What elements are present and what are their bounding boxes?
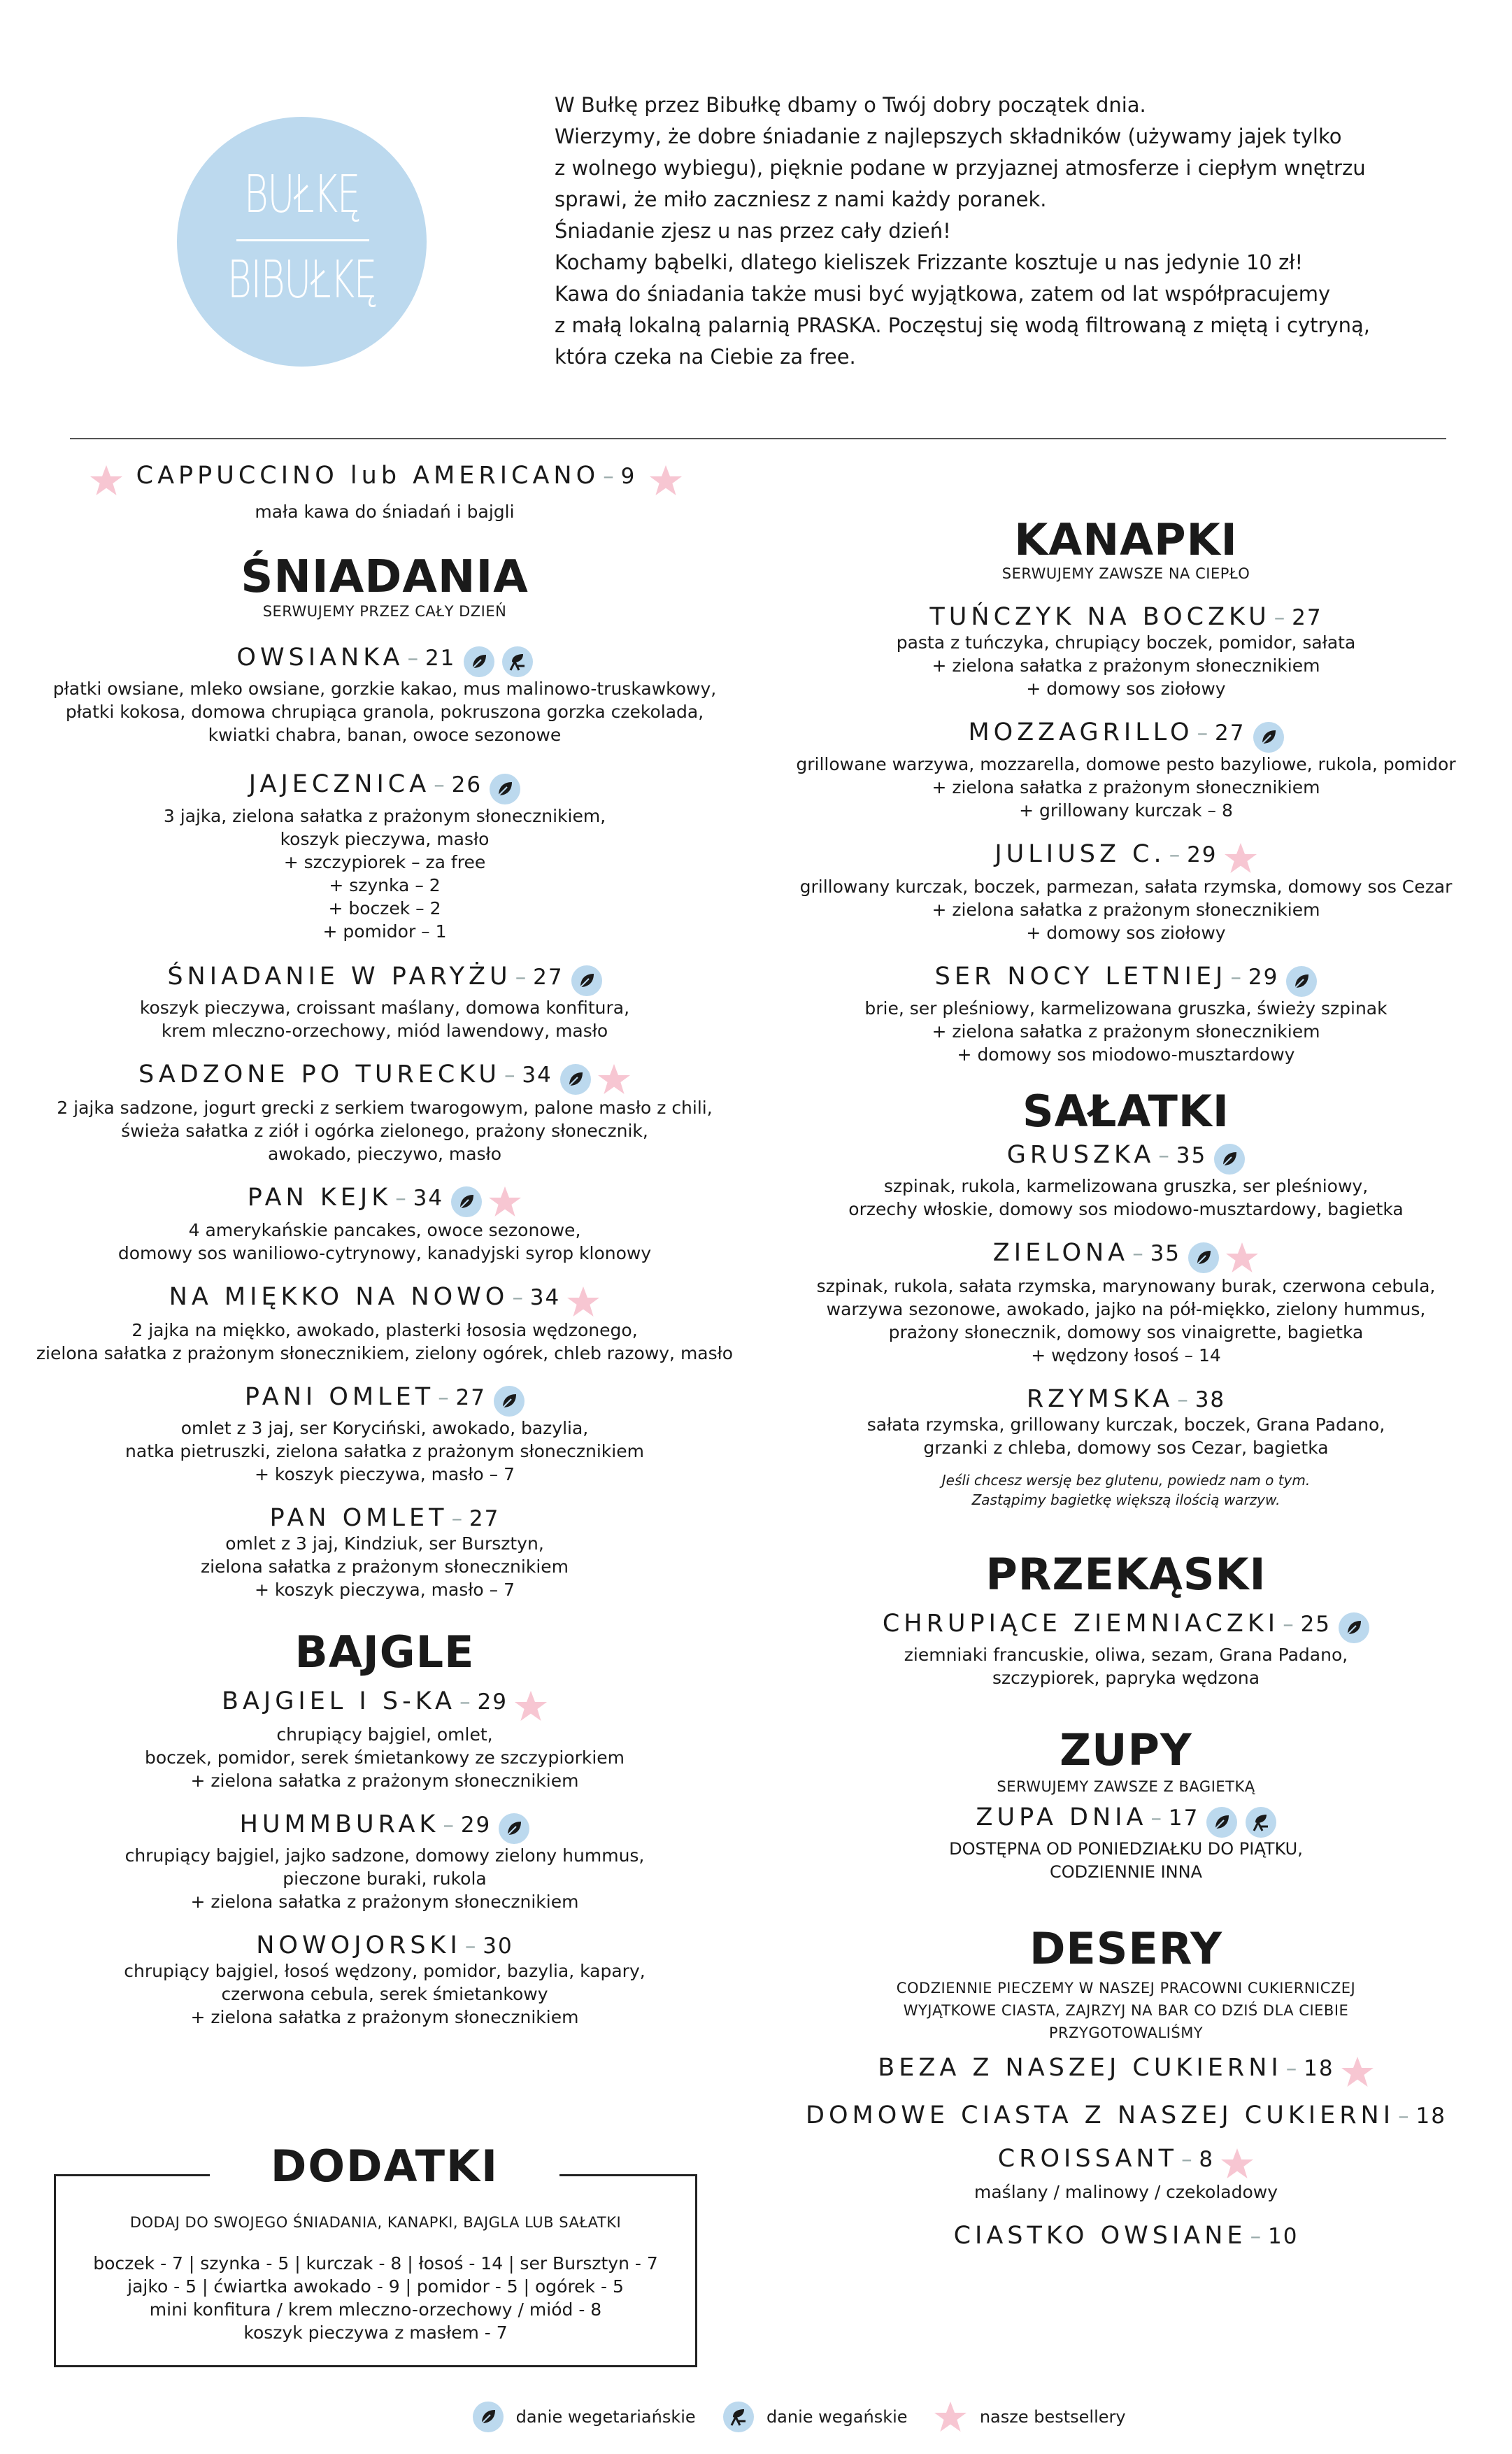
menu-item-tunczyk: TUŃCZYK NA BOCZKU – 27 (929, 603, 1322, 631)
menu-item-beza: BEZA Z NASZEJ CUKIERNI – 18 (755, 2054, 1497, 2090)
item-price: 34 (522, 1063, 552, 1088)
leaf-icon (1206, 1807, 1237, 1838)
item-desc-line: pasta z tuńczyka, chrupiący boczek, pomidor, sałata (896, 632, 1356, 653)
logo (177, 117, 427, 367)
item-desc-line: brie, ser pleśniowy, karmelizowana gruszka, świeży szpinak (864, 998, 1388, 1019)
menu-item-rzymska: RZYMSKA – 38 (1026, 1384, 1226, 1413)
item-desc-line: + zielona sałatka z prażonym słonecznikiem (190, 2007, 579, 2027)
item-price: 29 (460, 1812, 492, 1838)
item-name: NA MIĘKKO NA NOWO (169, 1283, 509, 1311)
star-icon (488, 1185, 522, 1219)
item-price: 18 (1415, 2104, 1446, 2129)
legend (469, 2400, 1126, 2434)
intro-line: z wolnego wybiegu), pięknie podane w przyjaznej atmosferze i ciepłym wnętrzu (555, 156, 1366, 180)
menu-item-pani-omlet: PANI OMLET – 27 (35, 1383, 734, 1417)
left-column (35, 462, 734, 2029)
section-title-sniadania: ŚNIADANIA (241, 551, 529, 603)
item-desc-line: sałata rzymska, grillowany kurczak, boczek, Grana Padano, (866, 1414, 1385, 1435)
item-name: CIASTKO OWSIANE (953, 2221, 1247, 2250)
leaf-icon (464, 646, 494, 677)
section-title-bajgle: BAJGLE (294, 1626, 475, 1678)
vegan-leaf-icon (723, 2402, 754, 2432)
coffee-name: CAPPUCCINO lub AMERICANO (136, 462, 600, 490)
intro-line: Śniadanie zjesz u nas przez cały dzień! (555, 219, 951, 243)
item-desc-line: kwiatki chabra, banan, owoce sezonowe (208, 725, 562, 745)
item-price: 25 (1300, 1611, 1332, 1637)
item-desc-line: domowy sos waniliowo-cytrynowy, kanadyjski syrop klonowy (117, 1243, 652, 1263)
dodatki-line: jajko - 5 | ćwiartka awokado - 9 | pomidor - 5 | ogórek - 5 (127, 2276, 624, 2297)
item-desc-line: koszyk pieczywa, masło (280, 828, 490, 849)
item-name: SER NOCY LETNIEJ (934, 963, 1227, 991)
item-name: DOMOWE CIASTA Z NASZEJ CUKIERNI (806, 2101, 1395, 2129)
item-price: 27 (1215, 721, 1246, 746)
section-title-dodatki: DODATKI (210, 2141, 559, 2192)
item-price: 27 (455, 1384, 486, 1410)
item-name: TUŃCZYK NA BOCZKU (929, 603, 1271, 631)
menu-item-na-miekko-na-nowo: NA MIĘKKO NA NOWO – 34 (35, 1283, 734, 1319)
item-name: PAN OMLET (269, 1504, 448, 1532)
desery-subtitle-line: PRZYGOTOWALIŚMY (1048, 2024, 1204, 2041)
item-desc-line: 2 jajka sadzone, jogurt grecki z serkiem twarogowym, palone masło z chili, (57, 1097, 713, 1118)
item-desc-line: natka pietruszki, zielona sałatka z prażonym słonecznikiem (125, 1441, 644, 1461)
item-desc-line: DOSTĘPNA OD PONIEDZIAŁKU DO PIĄTKU, (949, 1838, 1303, 1859)
item-desc-line: + szynka – 2 (329, 874, 441, 895)
item-name: PAN KEJK (247, 1183, 392, 1212)
item-desc-line: boczek, pomidor, serek śmietankowy ze szczypiorkiem (144, 1747, 625, 1768)
menu-item-bajgiel: BAJGIEL I S-KA – 29 (35, 1687, 734, 1723)
item-desc-line: omlet z 3 jaj, Kindziuk, ser Bursztyn, (225, 1533, 544, 1554)
item-name: NOWOJORSKI (256, 1931, 462, 1959)
item-desc-line: orzechy włoskie, domowy sos miodowo-musztardowy, bagietka (848, 1199, 1404, 1219)
dodatki-line: mini konfitura / krem mleczno-orzechowy / miód - 8 (149, 2299, 602, 2320)
menu-item-owsianka: OWSIANKA – 21 (35, 644, 734, 678)
item-desc-line: świeża sałatka z ziół i ogórka zielonego, prażony słonecznik, (121, 1120, 648, 1141)
menu-item-sadzone-po-turecku: SADZONE PO TURECKU – 34 (35, 1061, 734, 1096)
star-icon (649, 464, 683, 497)
item-price: 34 (529, 1285, 561, 1310)
section-title-kanapki: KANAPKI (1014, 514, 1238, 565)
dodatki-line: koszyk pieczywa z masłem - 7 (243, 2322, 508, 2343)
item-desc-line: prażony słonecznik, domowy sos vinaigrette, bagietka (888, 1321, 1364, 1342)
item-name: SADZONE PO TURECKU (138, 1061, 501, 1088)
section-title-zupy: ZUPY (1060, 1724, 1192, 1775)
item-desc-line: szczypiorek, papryka wędzona (992, 1668, 1260, 1688)
intro-line: z małą lokalną palarnią PRASKA. Poczęstuj się wodą filtrowaną z miętą i cytryną, (555, 313, 1370, 337)
item-price: 10 (1267, 2223, 1299, 2249)
legend-vegetarian: danie wegetariańskie (515, 2407, 696, 2427)
item-desc-line: 2 jajka na miękko, awokado, plasterki łososia wędzonego, (131, 1319, 638, 1340)
dodatki-line: boczek - 7 | szynka - 5 | kurczak - 8 | łosoś - 14 | ser Bursztyn - 7 (93, 2253, 658, 2274)
item-price: 21 (425, 645, 456, 671)
section-title-przekaski: PRZEKĄSKI (985, 1548, 1267, 1600)
star-icon (566, 1285, 600, 1319)
intro-line: Wierzymy, że dobre śniadanie z najlepszych składników (używamy jajek tylko (555, 125, 1342, 148)
item-desc-line: + zielona sałatka z prażonym słonecznikiem (932, 900, 1320, 920)
vegan-leaf-icon (502, 646, 533, 677)
star-icon (514, 1689, 548, 1723)
menu-item-ser-nocy-letniej: SER NOCY LETNIEJ – 29 (755, 963, 1497, 997)
item-price: 27 (533, 964, 564, 990)
leaf-icon (494, 1386, 525, 1417)
menu-item-ziemniaczki: CHRUPIĄCE ZIEMNIACZKI – 25 (755, 1610, 1497, 1644)
divider (70, 438, 1446, 439)
logo-line1: BUŁKĘ (243, 164, 360, 225)
croissant-desc: maślany / malinowy / czekoladowy (974, 2181, 1278, 2202)
item-desc-line: chrupiący bajgiel, omlet, (276, 1724, 493, 1745)
leaf-icon (473, 2402, 504, 2432)
dodatki-subtitle: DODAJ DO SWOJEGO ŚNIADANIA, KANAPKI, BAJGLA LUB SAŁATKI (129, 2214, 622, 2231)
intro-line: W Bułkę przez Bibułkę dbamy o Twój dobry początek dnia. (555, 93, 1146, 117)
menu-item-pan-kejk: PAN KEJK – 34 (35, 1184, 734, 1219)
item-price: 30 (483, 1934, 513, 1959)
item-price: 35 (1176, 1142, 1207, 1168)
item-desc-line: płatki kokosa, domowa chrupiąca granola, pokruszona gorzka czekolada, (65, 702, 704, 722)
logo-divider (236, 239, 369, 241)
item-desc-line: szpinak, rukola, karmelizowana gruszka, ser pleśniowy, (883, 1176, 1369, 1196)
item-desc-line: ziemniaki francuskie, oliwa, sezam, Grana Padano, (904, 1645, 1348, 1665)
item-desc-line: chrupiący bajgiel, łosoś wędzony, pomidor, bazylia, kapary, (124, 1961, 646, 1981)
item-name: JULIUSZ C. (994, 839, 1166, 868)
item-name: ZIELONA (992, 1239, 1129, 1267)
star-icon (1224, 842, 1257, 875)
item-price: 29 (1248, 965, 1279, 990)
leaf-icon (1214, 1144, 1245, 1175)
menu-item-jajecznica: JAJECZNICA – 26 (35, 770, 734, 804)
item-desc-line: pieczone buraki, rukola (283, 1868, 487, 1889)
item-price: 34 (413, 1185, 444, 1211)
item-desc-line: awokado, pieczywo, masło (267, 1143, 502, 1164)
menu-item-croissant: CROISSANT – 8 (755, 2145, 1497, 2180)
coffee-row: CAPPUCCINO lub AMERICANO – 9 (35, 462, 734, 497)
menu-item-pan-omlet: PAN OMLET – 27 (269, 1504, 500, 1532)
intro-line: sprawi, że miło zaczniesz z nami każdy poranek. (555, 187, 1047, 211)
gluten-note: Zastąpimy bagietkę większą ilością warzyw. (971, 1491, 1281, 1508)
item-name: CROISSANT (997, 2145, 1178, 2173)
item-name: PANI OMLET (244, 1382, 435, 1411)
leaf-icon (1339, 1612, 1369, 1643)
item-price: 27 (1292, 605, 1322, 630)
item-price: 27 (469, 1506, 500, 1531)
leaf-icon (490, 774, 520, 804)
star-icon (597, 1063, 631, 1096)
leaf-icon (1253, 722, 1284, 753)
menu-item-mozzagrillo: MOZZAGRILLO – 27 (755, 718, 1497, 753)
item-desc-line: + pomidor – 1 (322, 921, 447, 942)
item-price: 35 (1150, 1241, 1181, 1266)
star-icon (1225, 1241, 1259, 1275)
star-icon (934, 2400, 967, 2434)
section-subtitle-sniadania: SERWUJEMY PRZEZ CAŁY DZIEŃ (262, 602, 507, 620)
item-name: GRUSZKA (1006, 1140, 1155, 1169)
leaf-icon (499, 1813, 529, 1844)
leaf-icon (560, 1064, 591, 1095)
item-desc-line: + zielona sałatka z prażonym słonecznikiem (190, 1892, 579, 1912)
item-desc-line: omlet z 3 jaj, ser Koryciński, awokado, bazylia, (180, 1418, 589, 1438)
gluten-note: Jeśli chcesz wersję bez glutenu, powiedz nam o tym. (941, 1471, 1311, 1489)
item-desc-line: płatki owsiane, mleko owsiane, gorzkie kakao, mus malinowo-truskawkowy, (52, 679, 717, 699)
item-desc-line: zielona sałatka z prażonym słonecznikiem, zielony ogórek, chleb razowy, masło (36, 1342, 734, 1363)
item-price: 17 (1168, 1806, 1199, 1831)
item-desc-line: + grillowany kurczak – 8 (1019, 800, 1233, 821)
coffee-price: 9 (620, 464, 636, 489)
item-price: 29 (1187, 842, 1218, 867)
item-name: OWSIANKA (236, 643, 404, 672)
intro-text (555, 90, 1429, 373)
item-desc-line: + wędzony łosoś – 14 (1031, 1345, 1221, 1366)
item-desc-line: chrupiący bajgiel, jajko sadzone, domowy zielony hummus, (124, 1845, 645, 1866)
item-desc-line: 4 amerykańskie pancakes, owoce sezonowe, (188, 1220, 581, 1240)
item-name: ŚNIADANIE W PARYŻU (167, 962, 512, 991)
menu-item-nowojorski: NOWOJORSKI – 30 (256, 1931, 513, 1959)
item-desc-line: warzywa sezonowe, awokado, jajko na pół-miękko, zielony hummus, (826, 1298, 1426, 1319)
item-name: BEZA Z NASZEJ CUKIERNI (878, 2053, 1283, 2082)
item-desc-line: zielona sałatka z prażonym słonecznikiem (200, 1556, 569, 1577)
item-price: 26 (451, 772, 483, 797)
item-desc-line: koszyk pieczywa, croissant maślany, domowa konfitura, (139, 998, 630, 1018)
menu-item-juliusz: JULIUSZ C. – 29 (755, 840, 1497, 876)
item-name: MOZZAGRILLO (968, 718, 1194, 746)
item-name: HUMMBURAK (239, 1810, 440, 1838)
section-subtitle-zupy: SERWUJEMY ZAWSZE Z BAGIETKĄ (997, 1778, 1255, 1795)
legend-vegan: danie wegańskie (766, 2407, 908, 2427)
menu-item-domowe-ciasta: DOMOWE CIASTA Z NASZEJ CUKIERNI – 18 (806, 2101, 1446, 2129)
menu-item-zielona: ZIELONA – 35 (755, 1239, 1497, 1275)
leaf-icon (571, 965, 602, 996)
item-price: 18 (1304, 2055, 1334, 2081)
item-name: BAJGIEL I S-KA (221, 1687, 457, 1715)
item-desc-line: + domowy sos ziołowy (1026, 923, 1226, 943)
section-title-desery: DESERY (1029, 1922, 1223, 1974)
desery-subtitle-line: WYJĄTKOWE CIASTA, ZAJRZYJ NA BAR CO DZIŚ DLA CIEBIE (903, 2001, 1349, 2019)
item-desc-line: krem mleczno-orzechowy, miód lawendowy, masło (161, 1021, 608, 1041)
right-column (755, 514, 1497, 2250)
item-desc-line: szpinak, rukola, sałata rzymska, marynowany burak, czerwona cebula, (816, 1275, 1436, 1296)
menu-item-sniadanie-w-paryzu: ŚNIADANIE W PARYŻU – 27 (35, 963, 734, 997)
item-desc-line: + zielona sałatka z prażonym słonecznikiem (932, 776, 1320, 797)
item-desc-line: czerwona cebula, serek śmietankowy (221, 1984, 548, 2004)
item-desc-line: + koszyk pieczywa, masło – 7 (254, 1580, 515, 1600)
leaf-icon (1286, 966, 1317, 997)
section-subtitle-kanapki: SERWUJEMY ZAWSZE NA CIEPŁO (1001, 565, 1250, 582)
desery-subtitle-line: CODZIENNIE PIECZEMY W NASZEJ PRACOWNI CUKIERNICZEJ (896, 1979, 1356, 1996)
leaf-icon (451, 1186, 482, 1217)
item-desc-line: + domowy sos miodowo-musztardowy (957, 1044, 1295, 1065)
item-desc-line: CODZIENNIE INNA (1050, 1861, 1202, 1882)
coffee-desc: mała kawa do śniadań i bajgli (255, 501, 515, 522)
item-name: CHRUPIĄCE ZIEMNIACZKI (882, 1609, 1280, 1638)
dodatki-box (54, 2174, 697, 2367)
intro-line: Kawa do śniadania także musi być wyjątkowa, zatem od lat współpracujemy (555, 282, 1331, 306)
item-desc-line: + koszyk pieczywa, masło – 7 (254, 1464, 515, 1484)
item-desc-line: + zielona sałatka z prażonym słonecznikiem (190, 1770, 579, 1791)
menu-item-gruszka: GRUSZKA – 35 (755, 1141, 1497, 1175)
section-title-salatki: SAŁATKI (1022, 1085, 1230, 1137)
intro-line: która czeka na Ciebie za free. (555, 345, 856, 369)
menu-item-zupa-dnia: ZUPA DNIA – 17 (755, 1803, 1497, 1838)
intro-line: Kochamy bąbelki, dlatego kieliszek Frizzante kosztuje u nas jedynie 10 zł! (555, 250, 1304, 274)
star-icon (1220, 2147, 1254, 2180)
item-desc-line: + zielona sałatka z prażonym słonecznikiem (932, 1021, 1320, 1042)
menu-item-ciastko-owsiane: CIASTKO OWSIANE – 10 (953, 2221, 1299, 2250)
item-desc-line: + szczypiorek – za free (283, 851, 486, 872)
item-desc-line: grzanki z chleba, domowy sos Cezar, bagietka (923, 1437, 1329, 1458)
menu-item-hummburak: HUMMBURAK – 29 (35, 1810, 734, 1845)
star-icon (1341, 2055, 1374, 2089)
item-desc-line: 3 jajka, zielona sałatka z prażonym słonecznikiem, (163, 805, 606, 826)
legend-bestseller: nasze bestsellery (979, 2407, 1126, 2427)
item-price: 8 (1199, 2147, 1215, 2172)
item-desc-line: grillowane warzywa, mozzarella, domowe pesto bazyliowe, rukola, pomidor (796, 753, 1456, 774)
item-price: 38 (1194, 1386, 1226, 1412)
item-desc-line: + domowy sos ziołowy (1026, 679, 1226, 699)
item-desc-line: + zielona sałatka z prażonym słonecznikiem (932, 655, 1320, 676)
vegan-leaf-icon (1246, 1807, 1276, 1838)
item-desc-line: grillowany kurczak, boczek, parmezan, sałata rzymska, domowy sos Cezar (799, 877, 1453, 897)
item-price: 29 (477, 1689, 508, 1715)
item-name: JAJECZNICA (248, 770, 431, 798)
item-name: ZUPA DNIA (976, 1803, 1148, 1831)
item-desc-line: + boczek – 2 (328, 898, 441, 919)
star-icon (90, 464, 123, 497)
leaf-icon (1188, 1242, 1219, 1273)
item-name: RZYMSKA (1026, 1384, 1174, 1413)
logo-line2: BIBUŁKĘ (227, 250, 376, 310)
